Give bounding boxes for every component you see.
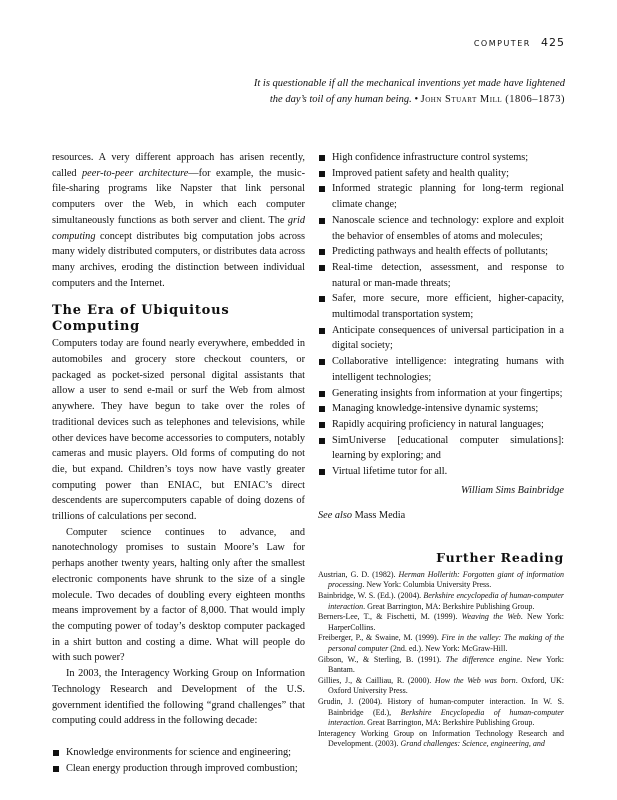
list-item: Nanoscale science and technology: explore and exploit the behavior of ensembles of atoms and molecules; xyxy=(318,213,564,244)
reference-list xyxy=(318,570,564,750)
see-also xyxy=(318,508,564,524)
paragraph: Computers today are found nearly everywhere, embedded in automobiles and grocery store checkout counters, or packaged as pocket-sized personal digital assistants that allow a user to send e-mail or surf the Web from almost anywhere. They have begun to take over the roles of traditional devices such as telephones and televisions, while other devices have become accessories to computers, notably cameras and music players. Old forms of computing do not die, but expand. Children’s toys now have vastly greater computing power than ENIAC, but ENIAC’s direct descendents are supercomputers capable of doing dozens of trillions of calculations per second. xyxy=(52,338,305,523)
list-item: Rapidly acquiring proficiency in natural languages; xyxy=(318,417,564,433)
reference-entry xyxy=(318,655,564,676)
ref-text: . Great Barrington, MA: Berkshire Publishing Group. xyxy=(363,718,535,728)
text-run: concept distributes big computation jobs across many widely distributed computers, or distributes data across many archives, eroding the distinction between individual computers and the Internet. xyxy=(52,230,305,289)
ref-text: Gibson, W., & Sterling, B. (1991). xyxy=(318,654,446,664)
list-item: Generating insights from information at your fingertips; xyxy=(318,386,564,402)
list-item: Virtual lifetime tutor for all. xyxy=(318,464,564,480)
ref-title: Grand challenges: Science, engineering, and xyxy=(400,739,545,749)
list-item: Managing knowledge-intensive dynamic systems; xyxy=(318,401,564,417)
spacer xyxy=(52,729,305,745)
list-item: Safer, more secure, more efficient, higher-capacity, multimodal transportation system; xyxy=(318,291,564,322)
epigraph-line-1: It is questionable if all the mechanical inventions yet made have lightened xyxy=(253,78,565,89)
list-item: Real-time detection, assessment, and response to natural or man-made threats; xyxy=(318,260,564,291)
epigraph xyxy=(185,76,565,108)
ref-text: . Great Barrington, MA: Berkshire Publishing Group. xyxy=(363,601,535,611)
reference-entry xyxy=(318,729,564,750)
text-run: —for example, the music-file-sharing programs like Napster that link personal computers over the Web, in which each computer simultaneously functions as both server and client. The xyxy=(52,167,305,226)
reference-entry xyxy=(318,612,564,633)
list-item: Collaborative intelligence: integrating humans with intelligent technologies; xyxy=(318,354,564,385)
paragraph xyxy=(52,150,305,291)
list-item: Predicting pathways and health effects of pollutants; xyxy=(318,244,564,260)
ref-title: Berkshire encyclopedia of human-computer interaction xyxy=(328,591,564,611)
ref-title: Herman Hollerith: Forgotten giant of information processing xyxy=(328,569,564,590)
ref-text: Bainbridge, W. S. (Ed.). (2004). xyxy=(318,591,424,601)
ref-text: . Oxford, UK: Oxford University Press. xyxy=(328,675,564,696)
list-item: Improved patient safety and health quality; xyxy=(318,166,564,182)
reference-entry xyxy=(318,676,564,697)
epigraph-author: John Stuart Mill (1806–1873) xyxy=(420,94,565,105)
ref-title: Fire in the valley: The making of the personal computer xyxy=(328,633,564,654)
reference-entry xyxy=(318,591,564,612)
epigraph-line-2 xyxy=(185,92,565,108)
ref-text: Freiberger, P., & Swaine, M. (1999). xyxy=(318,633,442,643)
see-also-link[interactable]: Mass Media xyxy=(354,510,406,522)
ref-text: . New York: Columbia University Press. xyxy=(362,580,492,590)
list-item: SimUniverse [educational computer simulations]: learning by exploring; and xyxy=(318,433,564,464)
list-item: Informed strategic planning for long-term regional climate change; xyxy=(318,181,564,212)
section-heading: The Era of Ubiquitous Computing xyxy=(52,303,230,335)
ref-text: Austrian, G. D. (1982). xyxy=(318,569,399,579)
term-peer-to-peer: peer-to-peer architecture xyxy=(82,167,189,179)
see-also-label: See also xyxy=(318,510,353,522)
ref-text: Gillies, J., & Cailliau, R. (2000). xyxy=(318,675,435,685)
list-item: Clean energy production through improved combustion; xyxy=(52,761,305,777)
reference-entry xyxy=(318,570,564,591)
list-item: Anticipate consequences of universal participation in a digital society; xyxy=(318,323,564,354)
reference-entry xyxy=(318,633,564,654)
ref-text: Interagency Working Group on Information Technology Research and Development. (2003). xyxy=(318,728,564,749)
left-column xyxy=(52,150,305,776)
running-head-title: computer xyxy=(473,36,531,49)
further-reading-heading: Further Reading xyxy=(436,550,564,566)
ref-text: . New York: HarperCollins. xyxy=(328,612,565,632)
ref-text: Berners-Lee, T., & Fischetti, M. (1999). xyxy=(318,612,462,622)
ref-title: How the Web was born xyxy=(434,675,516,685)
list-item: Knowledge environments for science and engineering; xyxy=(52,745,305,761)
right-column xyxy=(318,150,564,750)
ref-text: . New York: Bantam. xyxy=(328,654,565,675)
list-item: High confidence infrastructure control systems; xyxy=(318,150,564,166)
ref-title: Berkshire Encyclopedia of human-computer interaction xyxy=(328,707,565,728)
paragraph: In 2003, the Interagency Working Group on Information Technology Research and Development of the U.S. government identified the following “grand challenges” that computing could address in the following decade: xyxy=(52,668,305,727)
epigraph-quote-end: the day’s toil of any human being. xyxy=(269,94,412,105)
paragraph: Computer science continues to advance, and nanotechnology promises to sustain Moore’s Law for perhaps another twenty years, halting only after the smallest electronic components have shrunk to the size of a single molecule. Two decades of doubling every eighteen months means improvement by a factor of 8,000. That would imply the computing power of today’s desktop computer packaged in a shirt button and costing a dime. What will people do with such power? xyxy=(52,526,305,664)
ref-text: (2nd. ed.). New York: McGraw-Hill. xyxy=(388,644,508,654)
reference-entry xyxy=(318,697,564,729)
ref-title: The difference engine xyxy=(445,654,521,664)
epigraph-bullet: • xyxy=(414,94,419,105)
text-run: resources. A very different approach has arisen recently, called xyxy=(52,152,305,179)
ref-title: Weaving the Web xyxy=(461,612,521,622)
challenge-list-right xyxy=(318,150,564,480)
author-signature: William Sims Bainbridge xyxy=(461,484,564,496)
ref-text: Grudin, J. (2004). History of human-computer interaction. In W. S. Bainbridge (Ed.), xyxy=(318,697,564,717)
challenge-list-left xyxy=(52,745,305,776)
page-number: 425 xyxy=(541,36,565,49)
term-grid-computing: grid computing xyxy=(52,214,305,242)
running-head xyxy=(474,36,565,49)
